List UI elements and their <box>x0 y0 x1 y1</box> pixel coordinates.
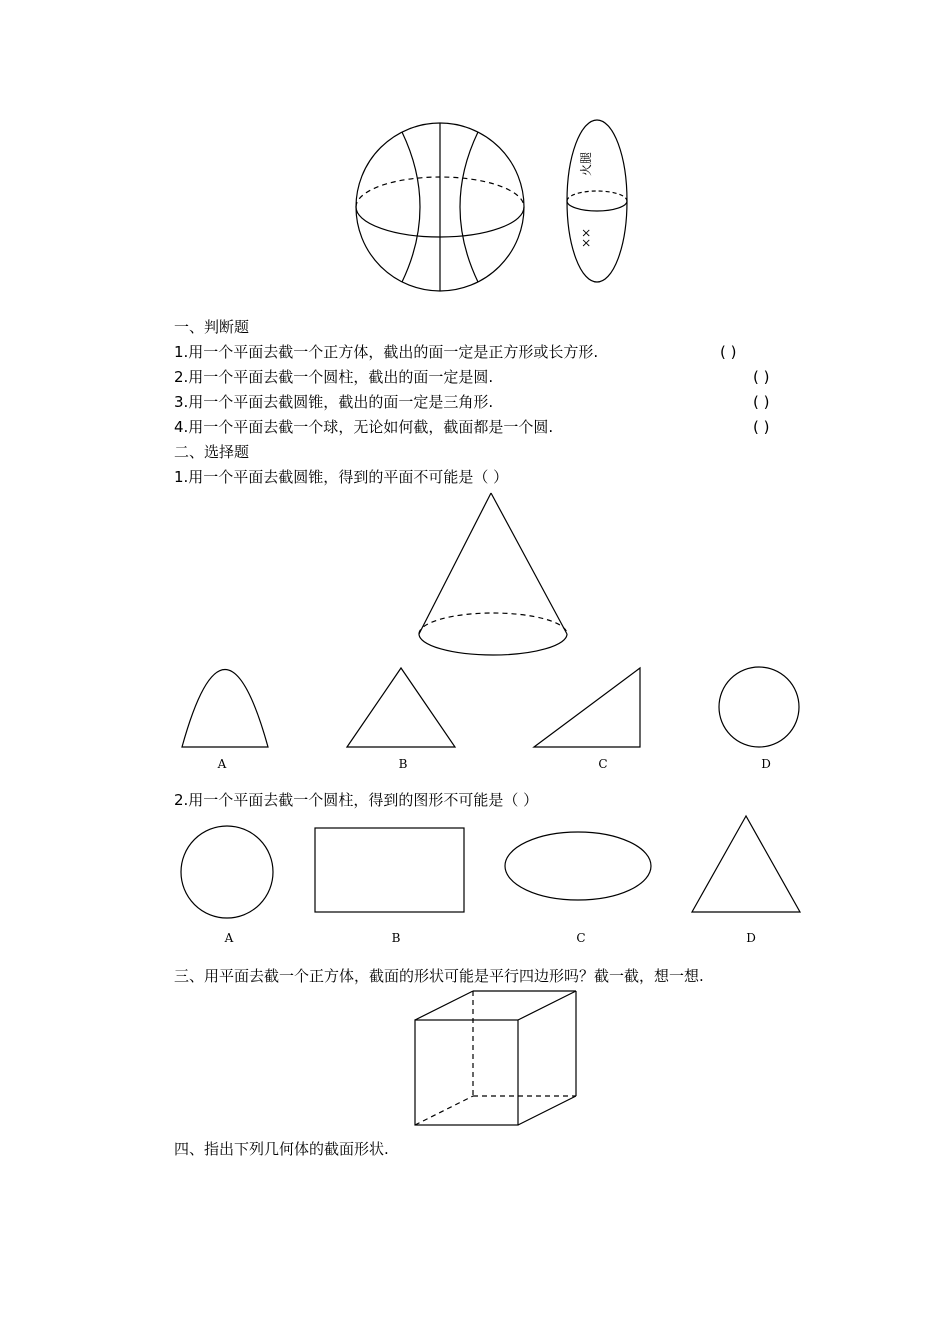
option-a-circle-shape <box>181 826 273 918</box>
q1-option-a-label: A <box>217 757 227 771</box>
option-b-rectangle-shape <box>315 828 464 912</box>
choice-question-1: 1.用一个平面去截圆锥，得到的平面不可能是（ ） <box>174 468 509 486</box>
cone-right-edge <box>491 493 567 634</box>
judgment-answer-2[interactable]: ( ) <box>753 368 770 386</box>
cone-base-back <box>419 613 567 634</box>
judgment-item-4: 4.用一个平面去截一个球，无论如何截，截面都是一个圆. <box>174 418 554 436</box>
judgment-item-2: 2.用一个平面去截一个圆柱，截出的面一定是圆. <box>174 368 494 386</box>
judgment-answer-4[interactable]: ( ) <box>753 418 770 436</box>
basketball-figure <box>356 123 524 291</box>
q2-option-d-label: D <box>746 931 756 945</box>
q1-option-b-label: B <box>398 757 408 771</box>
section4-heading: 四、指出下列几何体的截面形状. <box>174 1140 389 1158</box>
judgment-answer-3[interactable]: ( ) <box>753 393 770 411</box>
option-c-right-triangle-shape <box>534 668 640 747</box>
option-c-ellipse-shape <box>505 832 651 900</box>
q1-option-d-label: D <box>761 757 771 771</box>
option-d-circle-shape <box>719 667 799 747</box>
basketball-left-seam <box>402 132 420 282</box>
ham-sausage-cut-front <box>567 201 627 211</box>
cone-base-front <box>419 634 567 655</box>
basketball-right-seam <box>460 132 478 282</box>
q2-option-b-label: B <box>391 931 401 945</box>
ham-sausage-cut-back <box>567 191 627 201</box>
q2-option-a-label: A <box>224 931 234 945</box>
section3-heading: 三、用平面去截一个正方体，截面的形状可能是平行四边形吗？截一截，想一想. <box>174 967 704 985</box>
ham-sausage-outline <box>567 120 627 282</box>
option-a-parabola-shape <box>182 670 268 748</box>
option-d-triangle-shape <box>692 816 800 912</box>
judgment-answer-1[interactable]: ( ) <box>720 343 737 361</box>
ham-label-top: 火腿 <box>579 151 593 177</box>
judgment-item-3: 3.用一个平面去截圆锥，截出的面一定是三角形. <box>174 393 494 411</box>
cone-figure <box>419 493 567 655</box>
q2-option-c-label: C <box>576 931 586 945</box>
ham-sausage-figure <box>567 120 627 282</box>
ham-label-bottom: ×× <box>579 227 593 249</box>
section1-heading: 一、判断题 <box>174 318 250 336</box>
q1-option-c-label: C <box>598 757 608 771</box>
section2-heading: 二、选择题 <box>174 443 250 461</box>
cube-figure <box>415 991 576 1125</box>
option-b-triangle-shape <box>347 668 455 747</box>
choice-question-2: 2.用一个平面去截一个圆柱，得到的图形不可能是（ ） <box>174 791 539 809</box>
judgment-item-1: 1.用一个平面去截一个正方体，截出的面一定是正方形或长方形. <box>174 343 599 361</box>
cube-front-face <box>415 1020 518 1125</box>
